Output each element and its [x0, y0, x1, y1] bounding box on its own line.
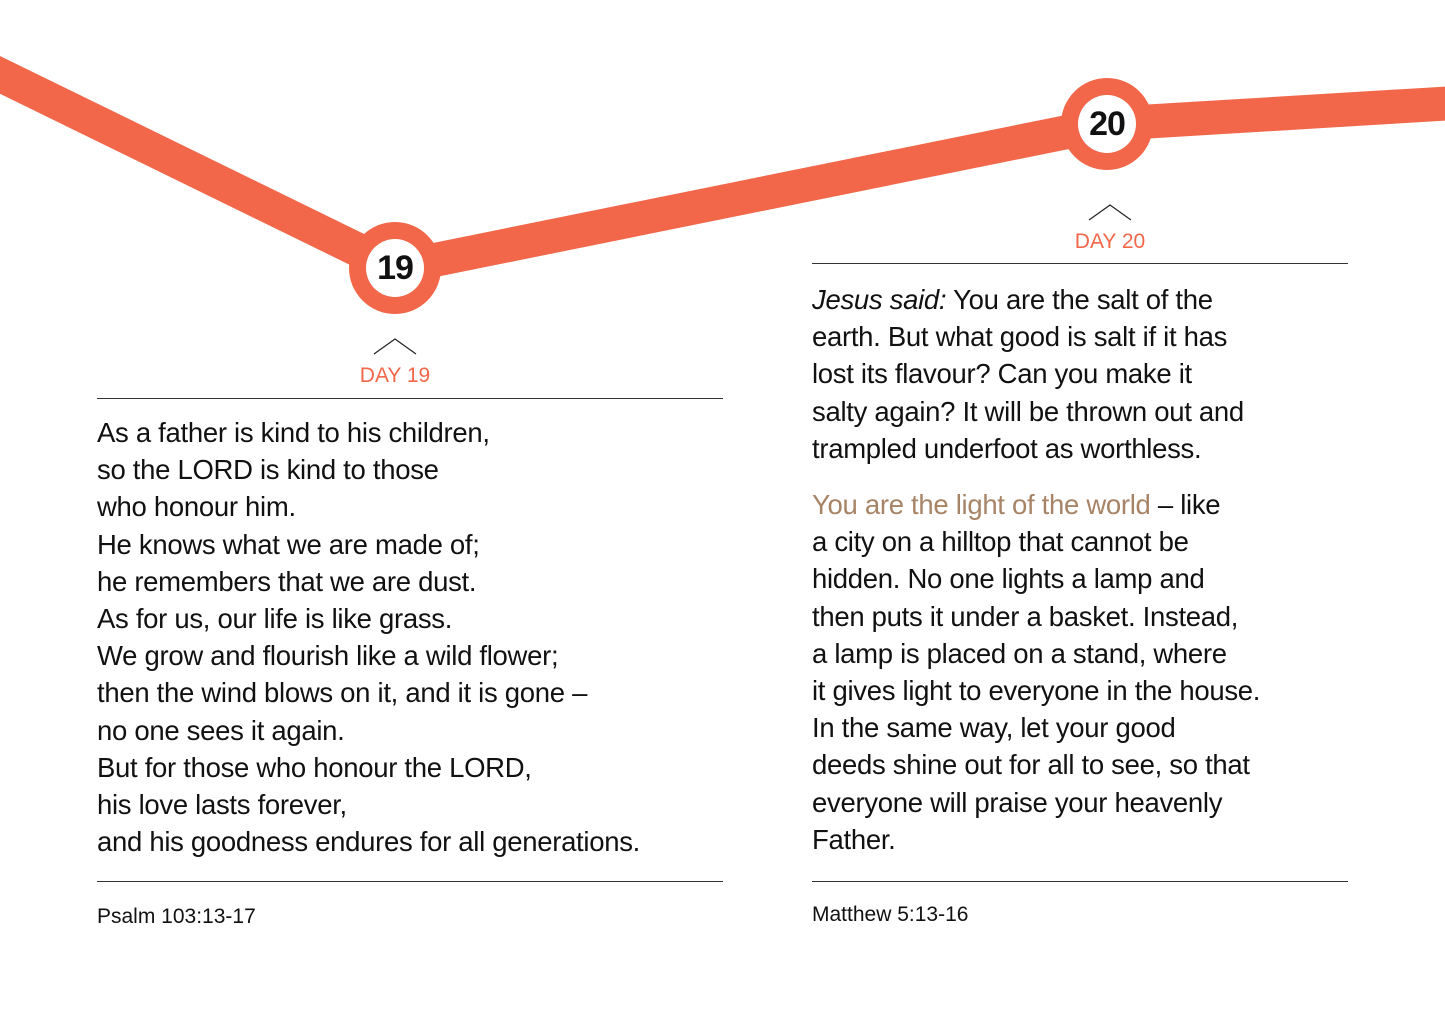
- passage-line: We grow and flourish like a wild flower;: [97, 640, 559, 672]
- passage-line: He knows what we are made of;: [97, 528, 480, 560]
- passage-line: then the wind blows on it, and it is gone –: [97, 677, 588, 709]
- divider-bottom-right: [812, 881, 1348, 882]
- day-19-passage: [97, 414, 757, 860]
- day-19-label: DAY 19: [359, 364, 431, 387]
- day-20-reference: Matthew 5:13-16: [812, 903, 969, 926]
- passage-line: hidden. No one lights a lamp and: [812, 563, 1205, 595]
- day-20-marker-number: 20: [1089, 105, 1125, 143]
- passage-line: so the LORD is kind to those: [97, 454, 439, 486]
- passage-line: a city on a hilltop that cannot be: [812, 526, 1189, 558]
- passage-line: everyone will praise your heavenly: [812, 786, 1223, 818]
- chevron-up-icon: [1088, 203, 1132, 221]
- day-20-passage: [812, 281, 1392, 858]
- passage-line: who honour him.: [97, 491, 296, 523]
- passage-line: salty again? It will be thrown out and: [812, 395, 1244, 427]
- passage-line: a lamp is placed on a stand, where: [812, 637, 1227, 669]
- passage-line: Father.: [812, 823, 896, 855]
- divider-top-left: [97, 398, 723, 399]
- passage-line: trampled underfoot as worthless.: [812, 432, 1202, 464]
- passage-line: You are the salt of the: [946, 284, 1213, 315]
- passage-line: deeds shine out for all to see, so that: [812, 749, 1250, 781]
- passage-line: earth. But what good is salt if it has: [812, 321, 1228, 353]
- highlighted-phrase: You are the light of the world: [812, 489, 1151, 521]
- passage-line: As for us, our life is like grass.: [97, 603, 453, 635]
- passage-line: his love lasts forever,: [97, 789, 347, 821]
- passage-line: he remembers that we are dust.: [97, 565, 477, 597]
- passage-line: then puts it under a basket. Instead,: [812, 600, 1239, 632]
- day-20-label: DAY 20: [1074, 230, 1146, 253]
- passage-line: In the same way, let your good: [812, 712, 1176, 744]
- day-19-reference: Psalm 103:13-17: [97, 905, 256, 928]
- passage-line: But for those who honour the LORD,: [97, 751, 532, 783]
- chevron-up-icon: [373, 337, 417, 355]
- divider-top-right: [812, 263, 1348, 264]
- passage-line: and his goodness endures for all generations.: [97, 826, 640, 858]
- passage-line: – like: [1150, 489, 1221, 521]
- day-19-marker-number: 19: [377, 249, 413, 287]
- divider-bottom-left: [97, 881, 723, 882]
- passage-line: it gives light to everyone in the house.: [812, 675, 1261, 707]
- passage-line: lost its flavour? Can you make it: [812, 358, 1192, 390]
- passage-line: As a father is kind to his children,: [97, 417, 490, 448]
- speaker-intro: Jesus said:: [812, 284, 947, 315]
- passage-line: no one sees it again.: [97, 714, 345, 746]
